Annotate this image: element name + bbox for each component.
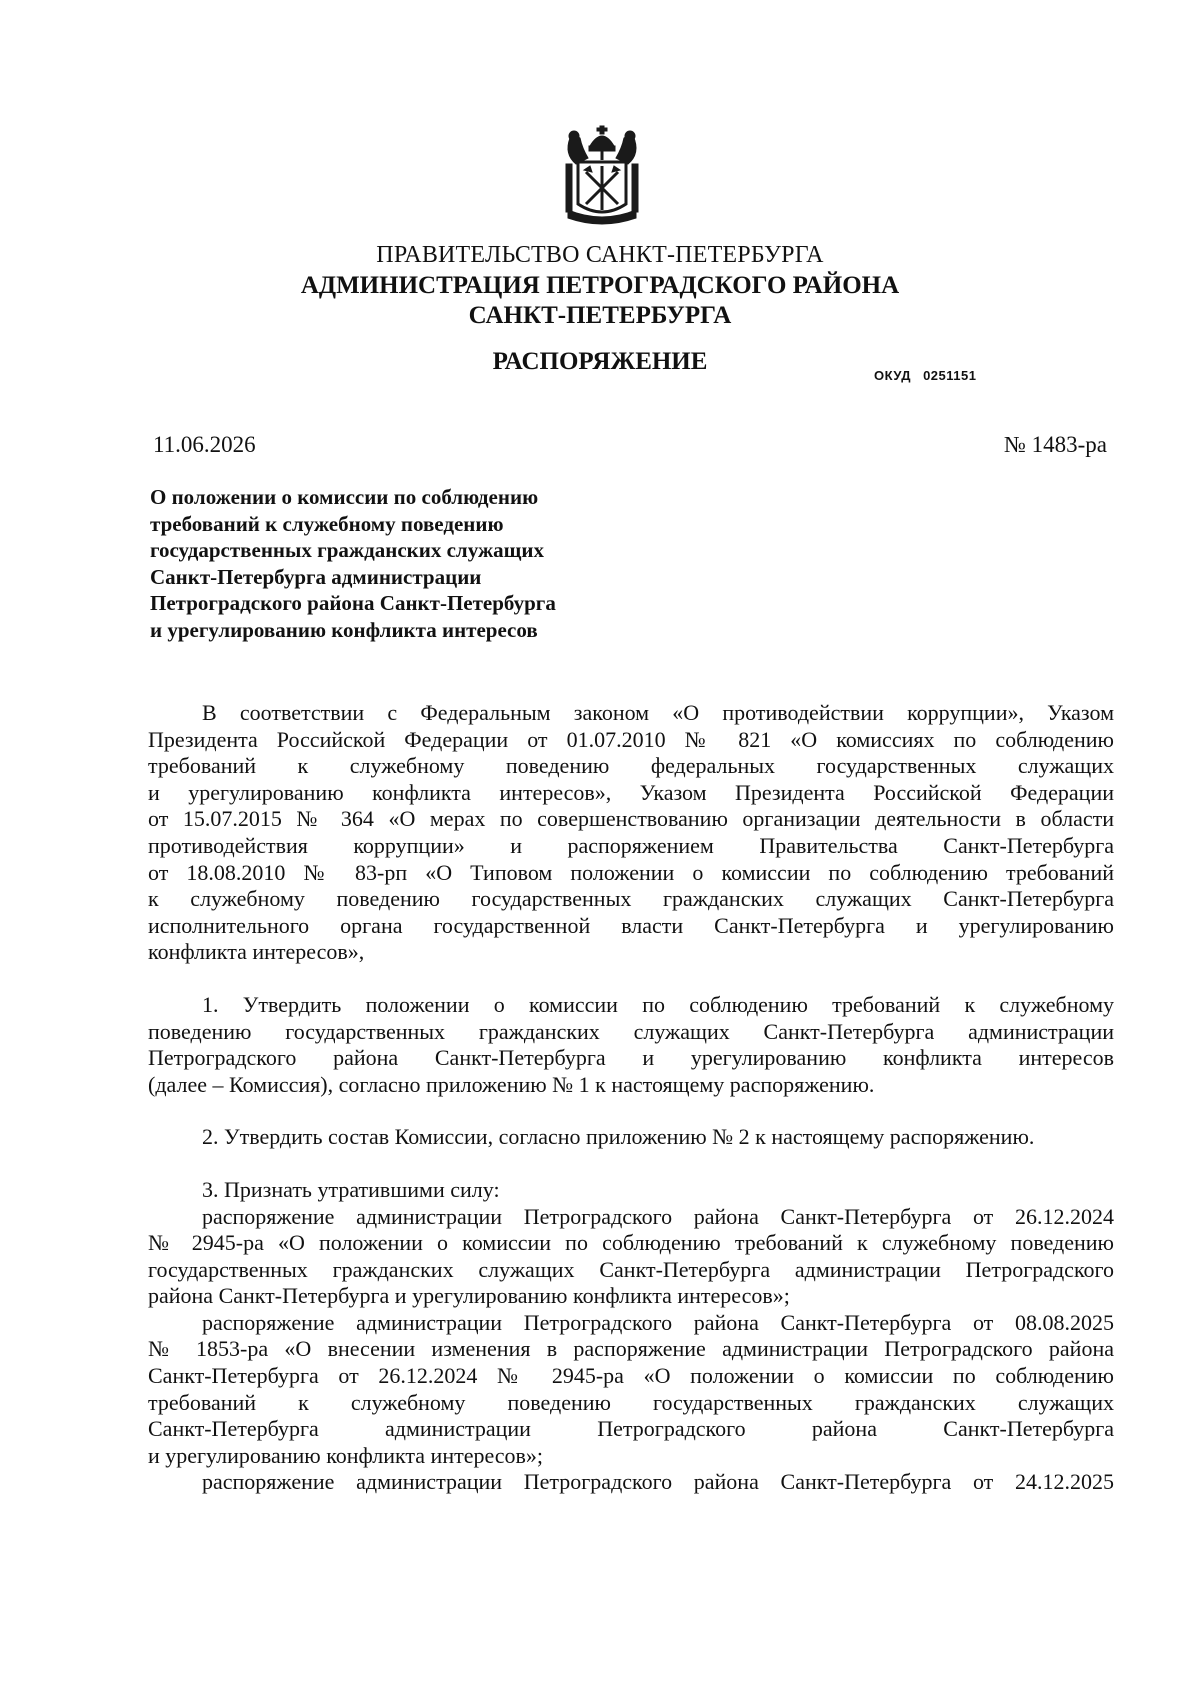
subject-line: требований к служебному поведению — [150, 511, 504, 536]
coat-of-arms-icon — [562, 124, 642, 228]
text-line: государственных гражданских служащих Санкт-Петербурга администрации Петроградского — [148, 1256, 1114, 1282]
subject-line: и урегулированию конфликта интересов — [150, 617, 538, 642]
document-subject — [150, 484, 670, 643]
text-line: 1. Утвердить положении о комиссии по соблюдению требований к служебному — [202, 991, 1114, 1017]
text-line: исполнительного органа государственной власти Санкт-Петербурга и урегулированию — [148, 912, 1114, 938]
subject-line: Санкт-Петербурга администрации — [150, 564, 482, 589]
item-1-paragraph — [148, 992, 1114, 1098]
text-line: от 18.08.2010 № 83-рп «О Типовом положении о комиссии по соблюдению требований — [148, 859, 1114, 885]
subject-line: Петроградского района Санкт-Петербурга — [150, 591, 556, 615]
document-date: 11.06.2026 — [153, 432, 256, 457]
text-line: Президента Российской Федерации от 01.07.2010 № 821 «О комиссиях по соблюдению — [148, 726, 1114, 752]
text-line: от 15.07.2015 № 364 «О мерах по совершенствованию организации деятельности в области — [148, 806, 1114, 832]
okud-label: ОКУД — [874, 368, 912, 383]
text-line: распоряжение администрации Петроградского района Санкт-Петербурга от 26.12.2024 — [202, 1203, 1114, 1229]
subject-line: государственных гражданских служащих — [150, 538, 544, 562]
text-line: конфликта интересов», — [148, 939, 365, 965]
item-2-paragraph — [148, 1124, 1114, 1151]
text-line: и урегулированию конфликта интересов», Указом Президента Российской Федерации — [148, 779, 1114, 805]
document-body — [148, 700, 1114, 1496]
okud-block — [874, 368, 976, 383]
text-line: и урегулированию конфликта интересов»; — [148, 1442, 544, 1468]
text-line: поведению государственных гражданских служащих Санкт-Петербурга администрации — [148, 1018, 1114, 1044]
okud-code: 0251151 — [923, 368, 977, 383]
text-line: района Санкт-Петербурга и урегулированию конфликта интересов»; — [148, 1283, 790, 1309]
text-line: требований к служебному поведению федеральных государственных служащих — [148, 753, 1114, 779]
government-title: ПРАВИТЕЛЬСТВО САНКТ-ПЕТЕРБУРГА — [376, 242, 824, 268]
administration-title: АДМИНИСТРАЦИЯ ПЕТРОГРАДСКОГО РАЙОНА — [300, 272, 900, 299]
text-line: распоряжение администрации Петроградского района Санкт-Петербурга от 24.12.2025 — [202, 1469, 1114, 1495]
document-type: РАСПОРЯЖЕНИЕ — [492, 348, 708, 375]
text-line: 2. Утвердить состав Комиссии, согласно приложению № 2 к настоящему распоряжению. — [202, 1124, 1035, 1150]
text-line: Санкт-Петербурга от 26.12.2024 № 2945-ра «О положении о комиссии по соблюдению — [148, 1363, 1114, 1389]
text-line: 3. Признать утратившими силу: — [202, 1176, 500, 1202]
text-line: № 1853-ра «О внесении изменения в распоряжение администрации Петроградского района — [148, 1336, 1114, 1362]
text-line: к служебному поведению государственных гражданских служащих Санкт-Петербурга — [148, 886, 1114, 912]
text-line: В соответствии с Федеральным законом «О противодействии коррупции», Указом — [202, 700, 1114, 725]
text-line: требований к служебному поведению государственных гражданских служащих — [148, 1389, 1114, 1415]
text-line: № 2945-ра «О положении о комиссии по соблюдению требований к служебному поведению — [148, 1230, 1114, 1256]
text-line: (далее – Комиссия), согласно приложению № 1 к настоящему распоряжению. — [148, 1071, 875, 1097]
text-line: противодействия коррупции» и распоряжением Правительства Санкт-Петербурга — [148, 832, 1114, 858]
preamble-paragraph — [148, 700, 1114, 966]
item-3-paragraph — [148, 1177, 1114, 1496]
city-title: САНКТ-ПЕТЕРБУРГА — [468, 302, 732, 329]
subject-line: О положении о комиссии по соблюдению — [150, 485, 539, 509]
text-line: Петроградского района Санкт-Петербурга и урегулированию конфликта интересов — [148, 1045, 1114, 1071]
document-number: № 1483-ра — [1003, 432, 1107, 457]
text-line: Санкт-Петербурга администрации Петроградского района Санкт-Петербурга — [148, 1416, 1114, 1442]
text-line: распоряжение администрации Петроградского района Санкт-Петербурга от 08.08.2025 — [202, 1309, 1114, 1335]
